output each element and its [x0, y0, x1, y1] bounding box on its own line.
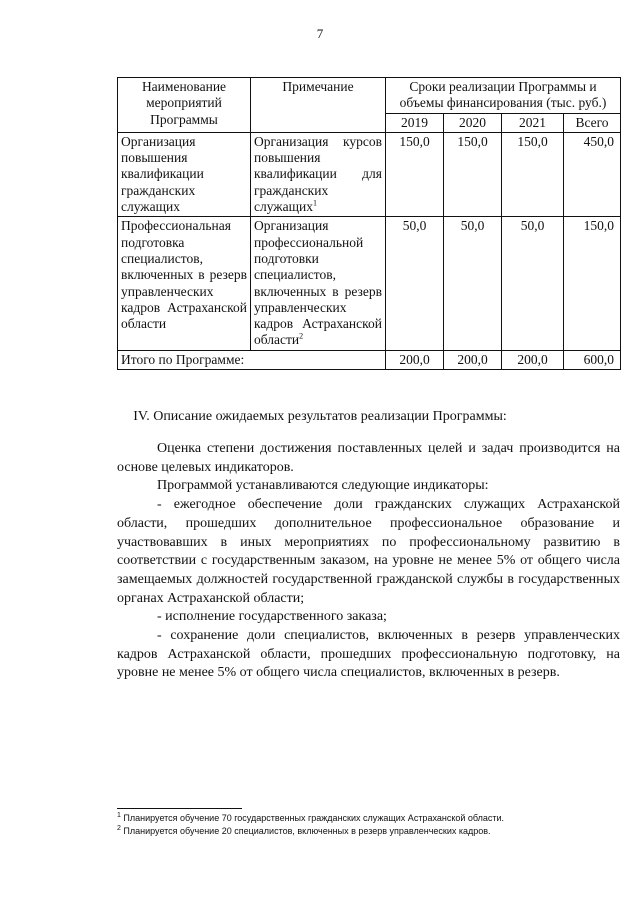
section-body — [117, 440, 620, 683]
header-total: Всего — [564, 113, 621, 132]
total-value: 200,0 — [386, 350, 444, 369]
row-note-text: Организация профессиональной подготовки специалистов, включенных в резерв управленческих кадров Астраханской области — [254, 218, 382, 348]
row-name — [118, 217, 251, 350]
paragraph: Оценка степени достижения поставленных целей и задач производится на основе целевых индикаторов. — [117, 441, 620, 475]
header-year: 2020 — [444, 113, 502, 132]
total-sum: 600,0 — [564, 350, 621, 369]
row-name — [118, 132, 251, 216]
row-value: 150,0 — [444, 132, 502, 216]
header-name: Наименование мероприятий Программы — [118, 78, 251, 133]
program-table — [117, 77, 621, 370]
total-value: 200,0 — [444, 350, 502, 369]
page-number: 7 — [316, 26, 324, 41]
footnote-mark: 1 — [117, 812, 121, 819]
footnote-ref: 2 — [299, 331, 304, 341]
footnote — [117, 825, 620, 838]
table-total-row — [118, 350, 621, 369]
header-year: 2021 — [502, 113, 564, 132]
table-row — [118, 217, 621, 350]
row-value: 150,0 — [502, 132, 564, 216]
total-value: 200,0 — [502, 350, 564, 369]
footnote-ref: 1 — [313, 198, 317, 208]
row-value: 50,0 — [502, 217, 564, 350]
row-note-text: Организация курсов повышения квалификации для гражданских служащих — [254, 133, 382, 215]
footnote-mark: 2 — [117, 825, 121, 832]
row-name-text: Организация повышения квалификации гражданских служащих — [121, 133, 204, 215]
footnote-divider — [117, 808, 242, 809]
row-total: 150,0 — [564, 217, 621, 350]
total-label: Итого по Программе: — [118, 350, 386, 369]
row-note — [251, 132, 386, 216]
row-total: 450,0 — [564, 132, 621, 216]
footnotes — [117, 812, 620, 838]
row-value: 50,0 — [386, 217, 444, 350]
row-value: 150,0 — [386, 132, 444, 216]
header-terms: Сроки реализации Программы и объемы финансирования (тыс. руб.) — [386, 78, 621, 114]
footnote-text: Планируется обучение 20 специалистов, включенных в резерв управленческих кадров. — [123, 826, 491, 836]
header-note: Примечание — [251, 78, 386, 133]
paragraph: Программой устанавливаются следующие индикаторы: — [157, 478, 489, 494]
paragraph: - ежегодное обеспечение доли гражданских служащих Астраханской области, прошедших дополнительное профессиональное образование и участвовавших в иных мероприятиях по профессиональному развитию в соответствии с государственным заказом, на уровне не менее 5% от общего числа замещаемых должностей государственной гражданской службы в государственных органах Астраханской области; — [117, 497, 620, 606]
footnote — [117, 812, 620, 825]
table-header-row — [118, 78, 621, 114]
header-year: 2019 — [386, 113, 444, 132]
row-value: 50,0 — [444, 217, 502, 350]
paragraph: - исполнение государственного заказа; — [157, 609, 387, 625]
footnote-text: Планируется обучение 70 государственных гражданских служащих Астраханской области. — [123, 813, 505, 823]
row-note — [251, 217, 386, 350]
paragraph: - сохранение доли специалистов, включенных в резерв управленческих кадров Астраханской области, прошедших профессиональную подготовку, на уровне не менее 5% от общего числа специалистов, включенных в резерв. — [117, 628, 620, 681]
row-name-text: Профессиональная подготовка специалистов, включенных в резерв управленческих кадров Астраханской области — [121, 218, 247, 332]
section-title: IV. Описание ожидаемых результатов реализации Программы: — [133, 409, 507, 424]
table-row — [118, 132, 621, 216]
